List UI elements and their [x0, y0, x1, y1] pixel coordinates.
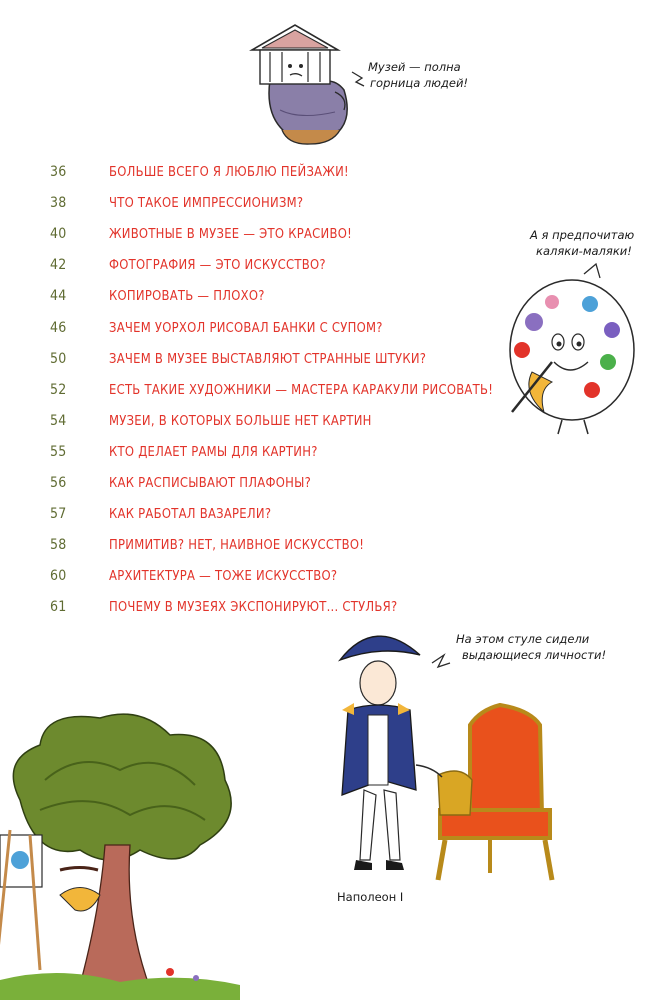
napoleon-label: Наполеон I [337, 890, 404, 904]
toc-title: КАК РАБОТАЛ ВАЗАРЕЛИ? [109, 506, 272, 522]
toc-entry [0, 164, 520, 186]
chair-speech-line-2: выдающиеся личности! [462, 648, 607, 662]
palette-speech-line-2: каляки-маляки! [536, 244, 632, 258]
toc-entry [0, 288, 520, 310]
tree-painter-illustration [0, 710, 245, 1000]
museum-speech-line-1: Музей — полна [368, 60, 461, 74]
napoleon-chair-illustration [320, 615, 570, 905]
toc-page-number: 52 [50, 382, 67, 398]
toc-entry [0, 537, 520, 559]
toc-entry [0, 506, 520, 528]
toc-entry [0, 382, 520, 404]
toc-page-number: 54 [50, 413, 67, 429]
toc-title: ЗАЧЕМ В МУЗЕЕ ВЫСТАВЛЯЮТ СТРАННЫЕ ШТУКИ? [109, 351, 427, 367]
toc-page-number: 38 [50, 195, 67, 211]
toc-entry [0, 320, 520, 342]
toc-page-number: 61 [50, 599, 67, 615]
toc-page-number: 56 [50, 475, 67, 491]
toc-page-number: 46 [50, 320, 67, 336]
toc-title: ЖИВОТНЫЕ В МУЗЕЕ — ЭТО КРАСИВО! [109, 226, 353, 242]
palette-speech-line-1: А я предпочитаю [530, 228, 635, 242]
toc-page-number: 55 [50, 444, 67, 460]
toc-title: ЕСТЬ ТАКИЕ ХУДОЖНИКИ — МАСТЕРА КАРАКУЛИ РИСОВАТЬ! [109, 382, 494, 398]
toc-title: КОПИРОВАТЬ — ПЛОХО? [109, 288, 265, 304]
museum-character-illustration [240, 20, 370, 150]
toc-entry [0, 226, 520, 248]
toc-page-number: 44 [50, 288, 67, 304]
toc-title: ЧТО ТАКОЕ ИМПРЕССИОНИЗМ? [109, 195, 304, 211]
toc-page-number: 57 [50, 506, 67, 522]
toc-entry [0, 475, 520, 497]
toc-title: КАК РАСПИСЫВАЮТ ПЛАФОНЫ? [109, 475, 312, 491]
toc-page-number: 50 [50, 351, 67, 367]
toc-entry [0, 444, 520, 466]
toc-entry [0, 413, 520, 435]
toc-title: ПОЧЕМУ В МУЗЕЯХ ЭКСПОНИРУЮТ... СТУЛЬЯ? [109, 599, 398, 615]
toc-page-number: 58 [50, 537, 67, 553]
toc-page-number: 36 [50, 164, 67, 180]
toc-entry [0, 351, 520, 373]
toc-entry [0, 568, 520, 590]
toc-title: ЗАЧЕМ УОРХОЛ РИСОВАЛ БАНКИ С СУПОМ? [109, 320, 383, 336]
chair-speech-line-1: На этом стуле сидели [456, 632, 590, 646]
toc-page-number: 60 [50, 568, 67, 584]
toc-title: ФОТОГРАФИЯ — ЭТО ИСКУССТВО? [109, 257, 326, 273]
toc-page-number: 42 [50, 257, 67, 273]
toc-entry [0, 257, 520, 279]
toc-entry [0, 195, 520, 217]
toc-title: АРХИТЕКТУРА — ТОЖЕ ИСКУССТВО? [109, 568, 338, 584]
toc-title: БОЛЬШЕ ВСЕГО Я ЛЮБЛЮ ПЕЙЗАЖИ! [109, 164, 349, 180]
museum-speech-line-2: горница людей! [370, 76, 469, 90]
toc-title: МУЗЕИ, В КОТОРЫХ БОЛЬШЕ НЕТ КАРТИН [109, 413, 372, 429]
toc-page-number: 40 [50, 226, 67, 242]
toc-title: КТО ДЕЛАЕТ РАМЫ ДЛЯ КАРТИН? [109, 444, 318, 460]
palette-character-illustration [492, 262, 652, 437]
toc-title: ПРИМИТИВ? НЕТ, НАИВНОЕ ИСКУССТВО! [109, 537, 365, 553]
